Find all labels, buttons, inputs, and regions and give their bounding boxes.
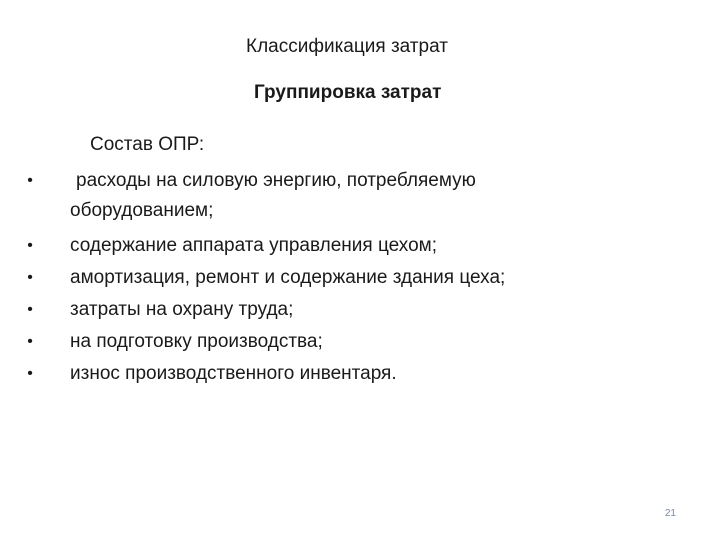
slide-subtitle: Группировка затрат [254, 82, 442, 103]
bullet-item [24, 262, 684, 294]
bullet-icon: • [27, 365, 33, 382]
slide-title: Классификация затрат [246, 36, 448, 57]
bullet-icon: • [27, 301, 33, 318]
page-number: 21 [664, 508, 676, 519]
bullet-icon: • [27, 237, 33, 254]
bullet-list [24, 166, 684, 390]
bullet-icon: • [27, 269, 33, 286]
bullet-text: износ производственного инвентаря. [70, 363, 397, 384]
bullet-item [24, 294, 684, 326]
bullet-text: содержание аппарата управления цехом; [70, 235, 437, 256]
bullet-item [24, 230, 684, 262]
bullet-item [24, 326, 684, 358]
bullet-icon: • [27, 172, 33, 189]
bullet-text: затраты на охрану труда; [70, 299, 294, 320]
bullet-item [24, 358, 684, 390]
bullet-text: на подготовку производства; [70, 331, 323, 352]
bullet-text: расходы на силовую энергию, потребляемую оборудованием; [70, 170, 476, 221]
bullet-icon: • [27, 333, 33, 350]
bullet-text: амортизация, ремонт и содержание здания цеха; [70, 267, 506, 288]
intro-text: Состав ОПР: [90, 134, 205, 155]
bullet-item [24, 166, 684, 226]
